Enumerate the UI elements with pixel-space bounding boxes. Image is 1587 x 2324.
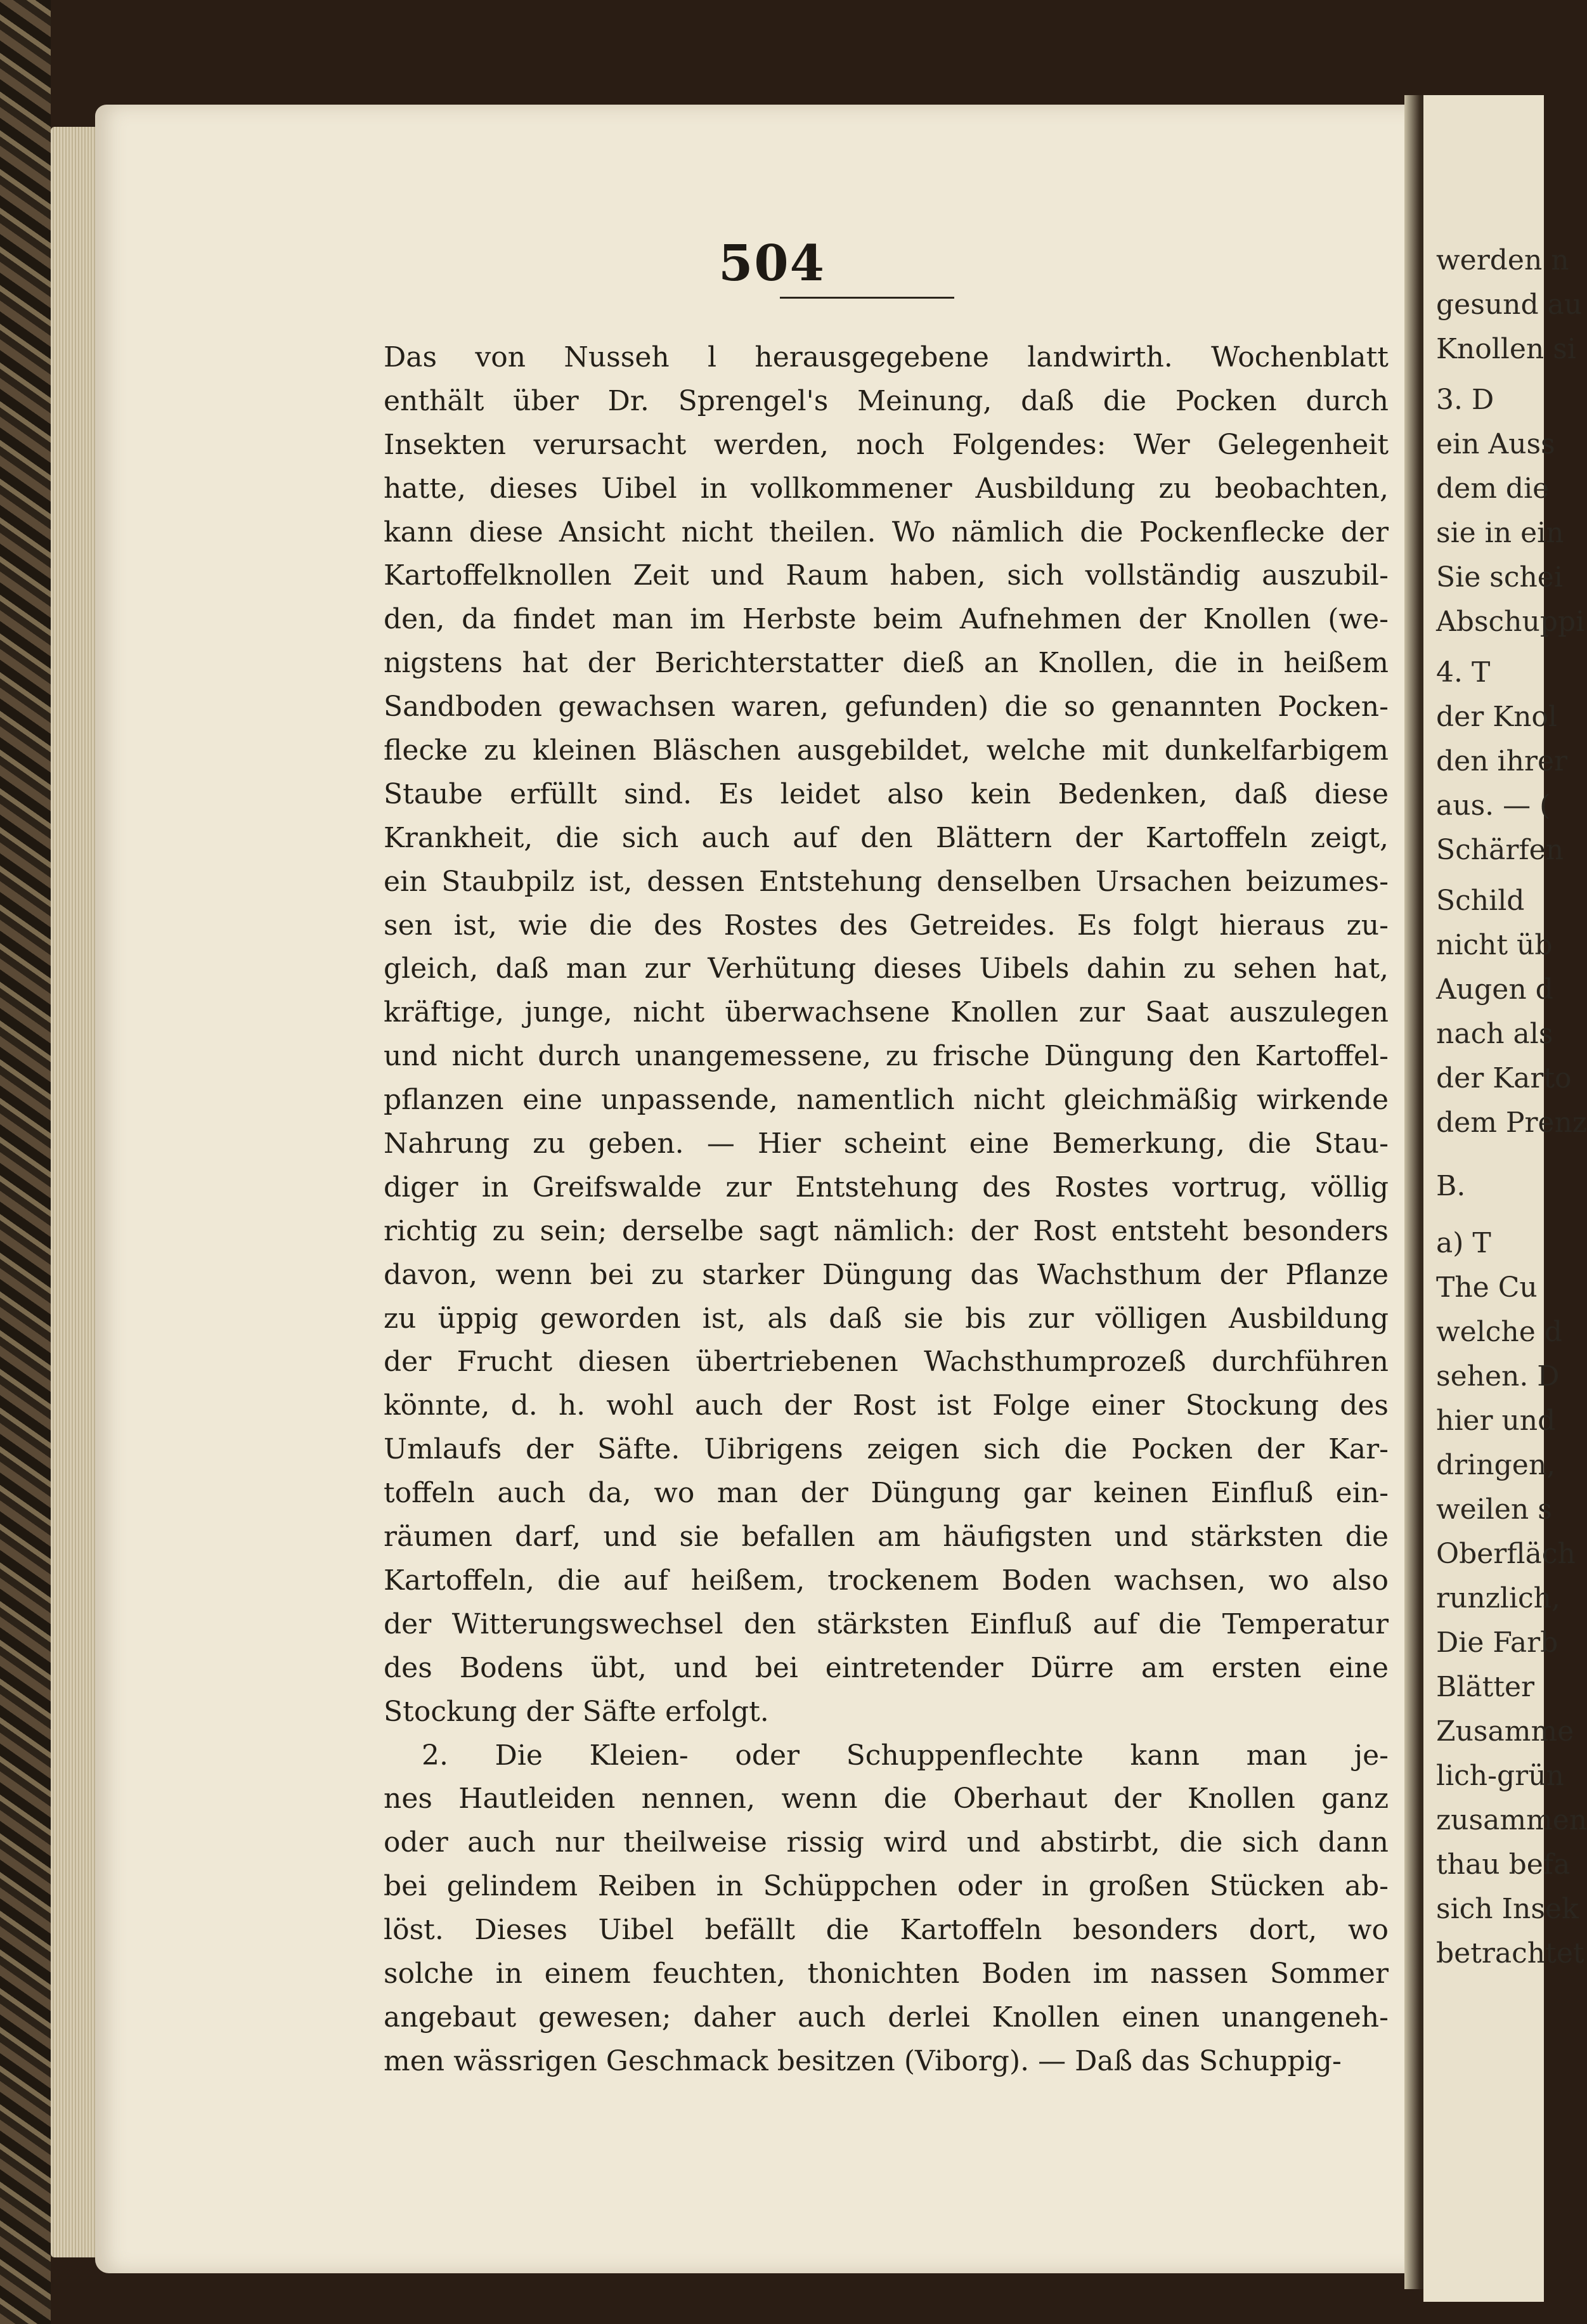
next-page-line: werden n: [1436, 244, 1569, 276]
page-number-rule: [780, 297, 954, 299]
next-page-line: weilen s: [1436, 1493, 1552, 1526]
next-page-line: Augen d: [1436, 973, 1553, 1006]
text-line: nes Hautleiden nennen, wenn die Oberhaut der Knollen ganz: [384, 1782, 1389, 1815]
next-page-line: runzlich,: [1436, 1582, 1561, 1614]
next-page-line: Die Farb: [1436, 1626, 1558, 1659]
text-line: Staube erfüllt sind. Es leidet also kein Bedenken, daß diese: [384, 777, 1389, 810]
text-line: solche in einem feuchten, thonichten Boden im nassen Sommer: [384, 1957, 1389, 1990]
next-page-line: Oberfläch: [1436, 1538, 1576, 1570]
text-line: ein Staubpilz ist, dessen Entstehung denselben Ursachen beizumes-: [384, 865, 1389, 898]
page-number: 504: [718, 235, 826, 292]
next-page-line: Knollen si: [1436, 333, 1576, 365]
text-line: kräftige, junge, nicht überwachsene Knollen zur Saat auszulegen: [384, 996, 1389, 1029]
next-page-line: sich Insek: [1436, 1893, 1579, 1925]
next-page-line: Zusamme: [1436, 1715, 1574, 1748]
next-page-fragment: [1423, 95, 1587, 2302]
next-page-line: betrachtet: [1436, 1937, 1584, 1970]
text-line: Kartoffeln, die auf heißem, trockenem Boden wachsen, wo also: [384, 1564, 1389, 1597]
text-line: Nahrung zu geben. — Hier scheint eine Bemerkung, die Stau-: [384, 1127, 1389, 1160]
next-page-line: hier und: [1436, 1405, 1556, 1437]
next-page-line: thau befa: [1436, 1848, 1571, 1881]
next-page-line: der Karto: [1436, 1062, 1572, 1094]
text-line: diger in Greifswalde zur Entstehung des Rostes vortrug, völlig: [384, 1171, 1389, 1204]
text-line: Das von Nusseh l herausgegebene landwirth. Wochenblatt: [384, 341, 1389, 373]
body-text: [384, 336, 1389, 2084]
text-line: sen ist, wie die des Rostes des Getreides. Es folgt hieraus zu-: [384, 909, 1389, 942]
next-page-line: The Cu: [1436, 1271, 1538, 1304]
next-page-line: 4. T: [1436, 656, 1491, 689]
next-page-line: B.: [1436, 1170, 1466, 1202]
text-line: richtig zu sein; derselbe sagt nämlich: der Rost entsteht besonders: [384, 1214, 1389, 1247]
next-page-line: zusammen: [1436, 1804, 1587, 1836]
text-line: und nicht durch unangemessene, zu frische Düngung den Kartoffel-: [384, 1040, 1389, 1073]
next-page-line: Schild: [1436, 885, 1525, 917]
text-line: der Frucht diesen übertriebenen Wachsthumprozeß durchführen: [384, 1346, 1389, 1379]
next-page-line: nach als: [1436, 1018, 1553, 1050]
next-page-line: sehen. D: [1436, 1360, 1560, 1392]
text-line: angebaut gewesen; daher auch derlei Knollen einen unangeneh-: [384, 2001, 1389, 2034]
text-line: des Bodens übt, und bei eintretender Dürre am ersten eine: [384, 1651, 1389, 1684]
text-line: flecke zu kleinen Bläschen ausgebildet, welche mit dunkelfarbigem: [384, 734, 1389, 767]
text-line: men wässrigen Geschmack besitzen (Viborg). — Daß das Schuppig-: [384, 2044, 1342, 2077]
next-page-line: welche d: [1436, 1316, 1562, 1348]
text-line: kann diese Ansicht nicht theilen. Wo nämlich die Pockenflecke der: [384, 516, 1389, 549]
text-line: 2. Die Kleien- oder Schuppenflechte kann man je-: [422, 1739, 1389, 1772]
text-line: Stockung der Säfte erfolgt.: [384, 1695, 769, 1728]
text-line: der Witterungswechsel den stärksten Einfluß auf die Temperatur: [384, 1607, 1389, 1640]
text-line: Krankheit, die sich auch auf den Blättern der Kartoffeln zeigt,: [384, 821, 1389, 854]
text-line: Kartoffelknollen Zeit und Raum haben, sich vollständig auszubil-: [384, 559, 1389, 592]
next-page-line: der Knol: [1436, 701, 1557, 733]
text-line: Sandboden gewachsen waren, gefunden) die so genannten Pocken-: [384, 691, 1389, 724]
next-page-line: den ihrer: [1436, 745, 1568, 777]
text-line: gleich, daß man zur Verhütung dieses Uibels dahin zu sehen hat,: [384, 952, 1389, 985]
next-page-line: lich-grün: [1436, 1760, 1564, 1792]
text-line: hatte, dieses Uibel in vollkommener Ausbildung zu beobachten,: [384, 472, 1389, 505]
text-line: pflanzen eine unpassende, namentlich nicht gleichmäßig wirkende: [384, 1084, 1389, 1117]
text-line: den, da findet man im Herbste beim Aufnehmen der Knollen (we-: [384, 603, 1389, 636]
next-page-line: dem Prenz: [1436, 1107, 1587, 1139]
next-page-line: dringen,: [1436, 1449, 1556, 1481]
text-line: räumen darf, und sie befallen am häufigsten und stärksten die: [384, 1521, 1389, 1554]
text-line: bei gelindem Reiben in Schüppchen oder in großen Stücken ab-: [384, 1870, 1389, 1903]
next-page-line: ein Auss: [1436, 428, 1555, 460]
marbled-book-edge: [0, 0, 51, 2324]
text-line: Insekten verursacht werden, noch Folgendes: Wer Gelegenheit: [384, 428, 1389, 461]
text-line: zu üppig geworden ist, als daß sie bis zur völligen Ausbildung: [384, 1302, 1389, 1335]
text-line: davon, wenn bei zu starker Düngung das Wachsthum der Pflanze: [384, 1258, 1389, 1291]
next-page-line: Blätter: [1436, 1671, 1535, 1703]
text-line: Umlaufs der Säfte. Uibrigens zeigen sich die Pocken der Kar-: [384, 1433, 1389, 1466]
next-page-line: gesund au: [1436, 289, 1583, 321]
next-page-line: a) T: [1436, 1227, 1491, 1259]
text-line: nigstens hat der Berichterstatter dieß an Knollen, die in heißem: [384, 647, 1389, 680]
next-page-line: Sie schei: [1436, 561, 1563, 594]
next-page-line: nicht üb: [1436, 929, 1553, 961]
text-line: löst. Dieses Uibel befällt die Kartoffeln besonders dort, wo: [384, 1914, 1389, 1947]
text-line: toffeln auch da, wo man der Düngung gar keinen Einfluß ein-: [384, 1477, 1389, 1510]
text-line: oder auch nur theilweise rissig wird und abstirbt, die sich dann: [384, 1826, 1389, 1859]
next-page-line: aus. — (: [1436, 789, 1551, 822]
text-line: enthält über Dr. Sprengel's Meinung, daß die Pocken durch: [384, 384, 1389, 417]
next-page-line: dem die: [1436, 472, 1550, 505]
next-page-line: Abschuppi: [1436, 606, 1585, 638]
next-page-line: sie in ein: [1436, 517, 1564, 549]
text-line: könnte, d. h. wohl auch der Rost ist Folge einer Stockung des: [384, 1389, 1389, 1422]
next-page-line: 3. D: [1436, 384, 1494, 416]
next-page-line: Schärfen: [1436, 834, 1564, 866]
